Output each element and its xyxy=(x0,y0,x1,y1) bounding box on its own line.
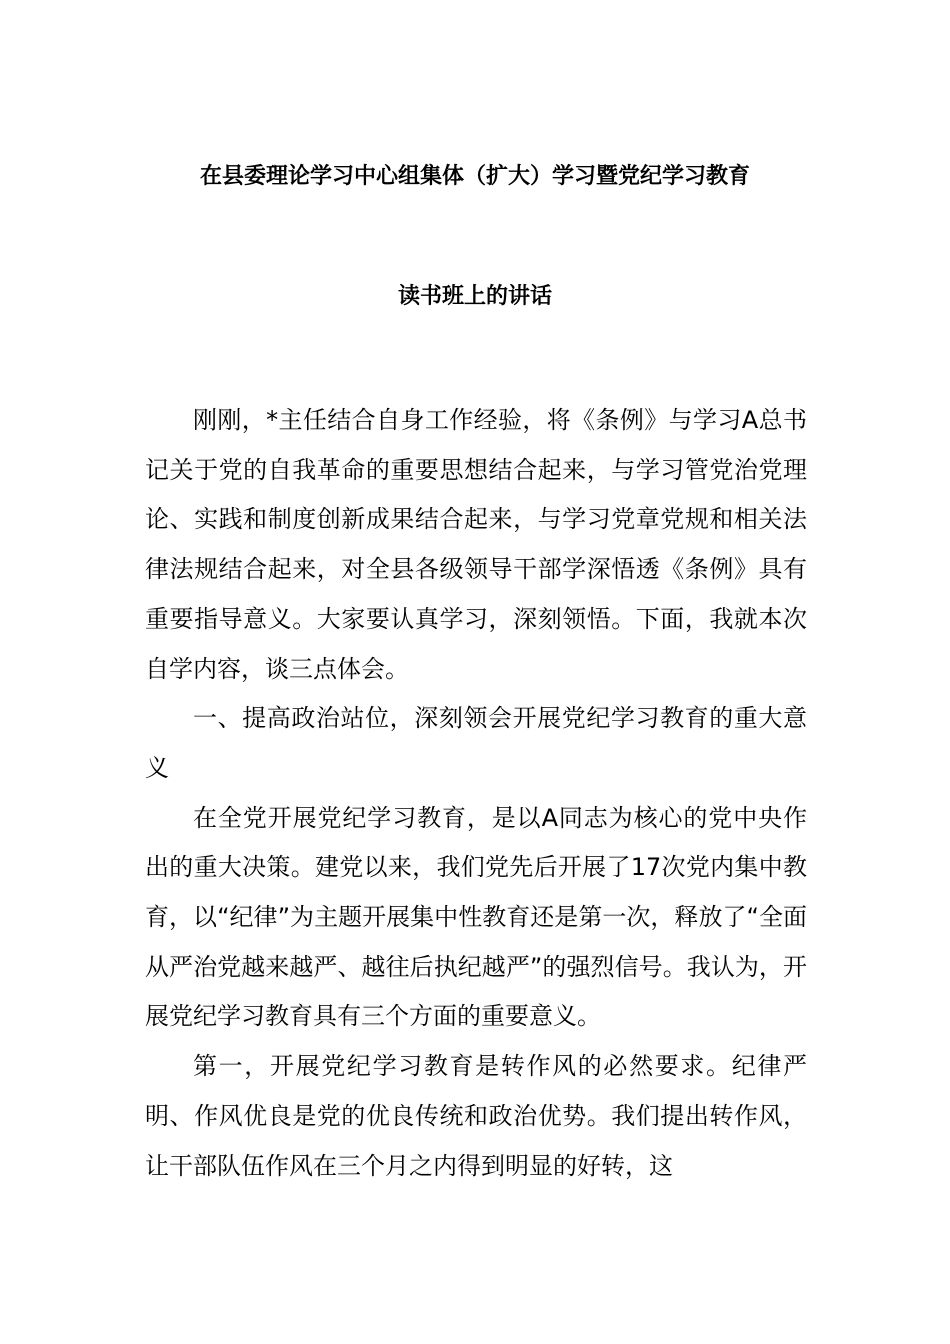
body-paragraph-opening: 刚刚，*主任结合自身工作经验，将《条例》与学习A总书记关于党的自我革命的重要思想结合起来，与学习管党治党理论、实践和制度创新成果结合起来，与学习党章党规和相关法律法规结合起来，对全县各级领导干部学深悟透《条例》具有重要指导意义。大家要认真学习，深刻领悟。下面，我就本次自学内容，谈三点体会。 xyxy=(145,406,807,683)
document-title-line-1: 在县委理论学习中心组集体（扩大）学习暨党纪学习教育 xyxy=(199,164,750,189)
body-paragraph-significance: 在全党开展党纪学习教育，是以A同志为核心的党中央作出的重大决策。建党以来，我们党先后开展了17次党内集中教育，以“纪律”为主题开展集中性教育还是第一次，释放了“全面从严治党越来越严、越往后执纪越严”的强烈信号。我认为，开展党纪学习教育具有三个方面的重要意义。 xyxy=(145,803,807,1031)
document-title-line-2: 读书班上的讲话 xyxy=(397,284,552,309)
section-heading-1: 一、提高政治站位，深刻领会开展党纪学习教育的重大意义 xyxy=(145,704,807,782)
document-body xyxy=(145,396,807,1191)
body-paragraph-first-point: 第一，开展党纪学习教育是转作风的必然要求。纪律严明、作风优良是党的优良传统和政治优势。我们提出转作风，让干部队伍作风在三个月之内得到明显的好转，这 xyxy=(145,1052,807,1180)
